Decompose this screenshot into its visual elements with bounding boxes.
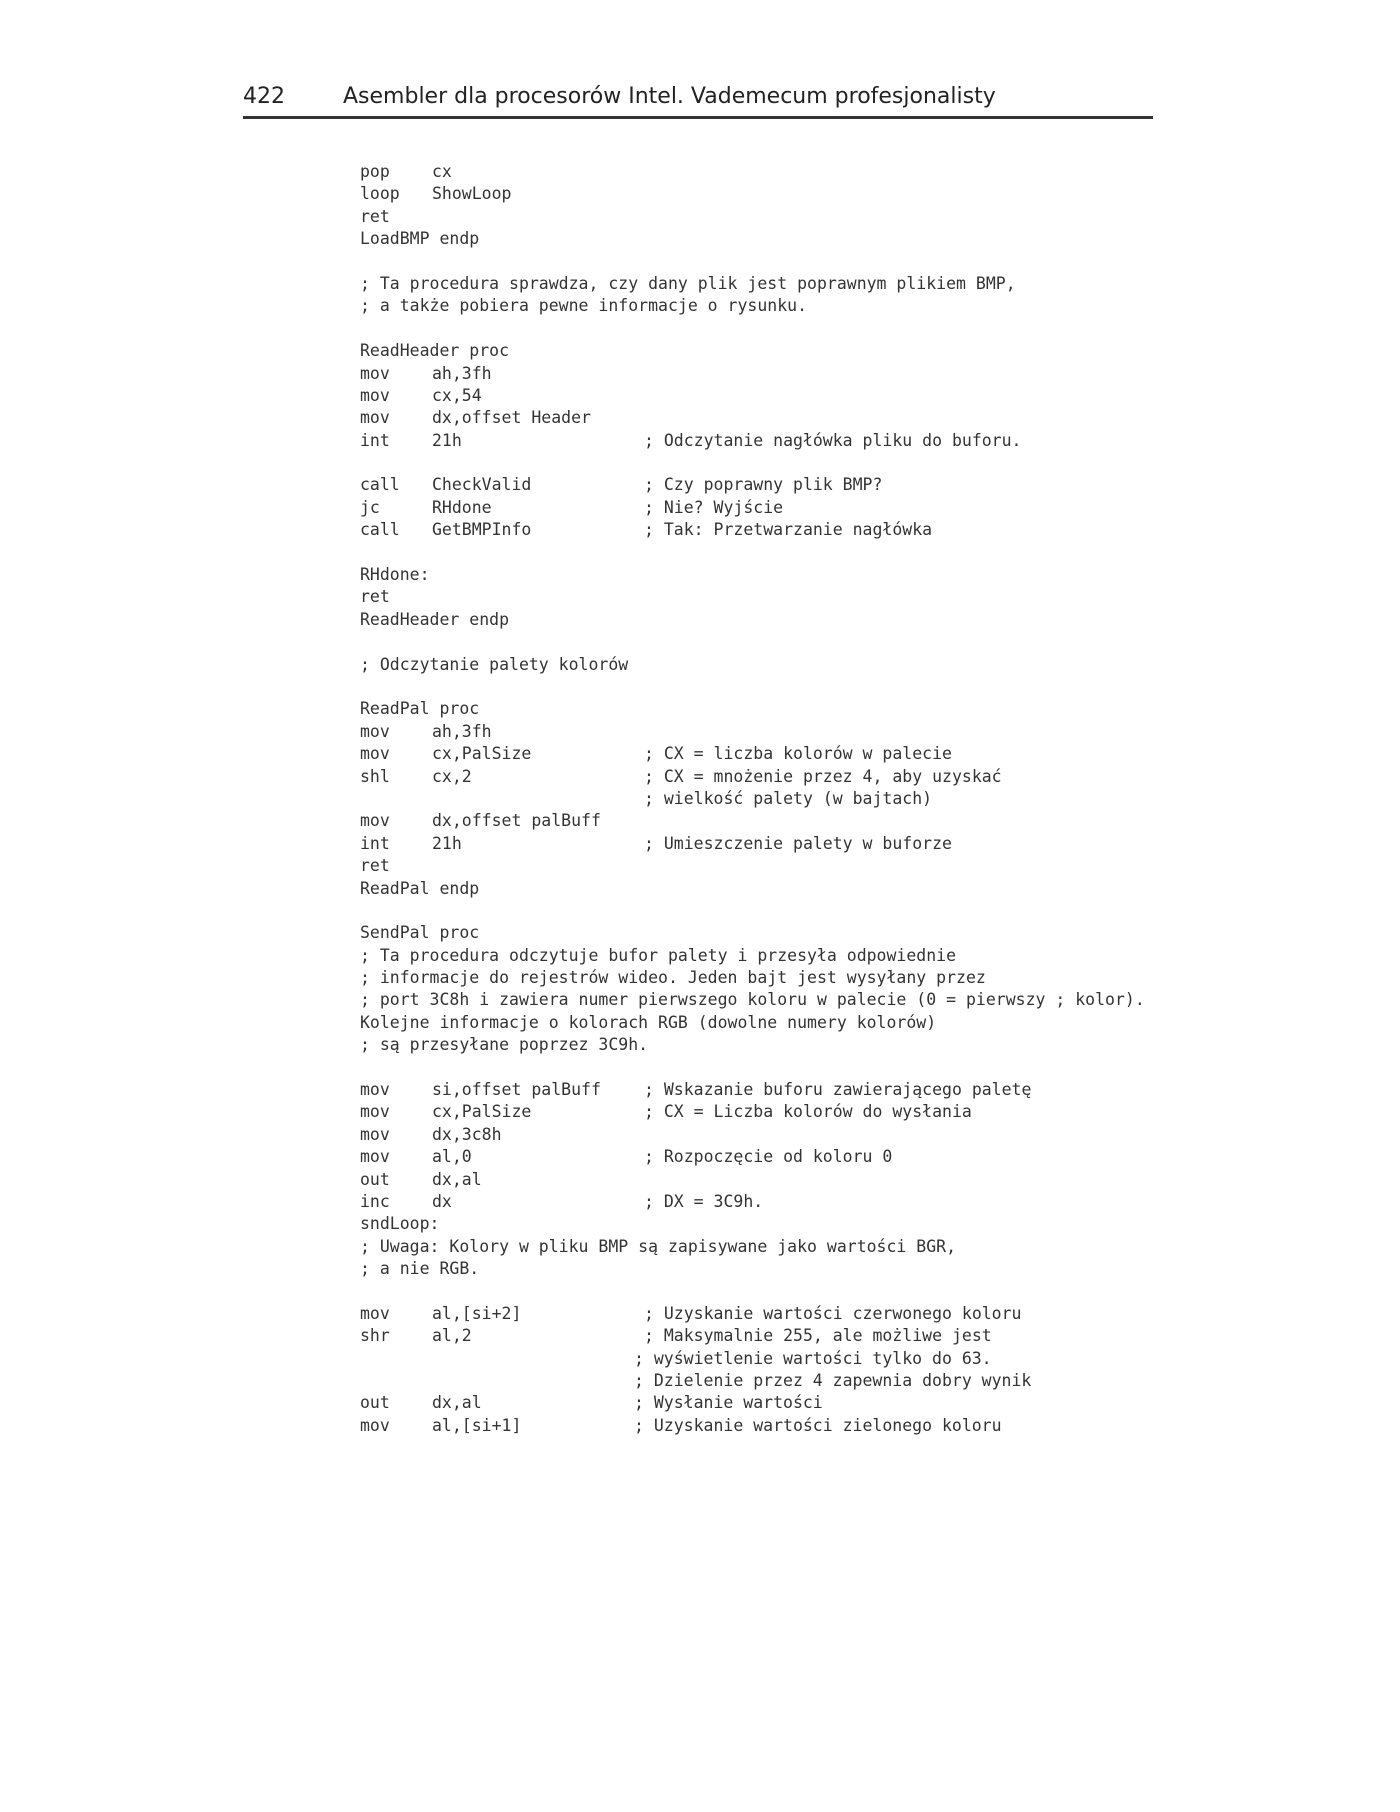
code-line (360, 609, 1260, 631)
code-text: ; są przesyłane poprzez 3C9h. (360, 1035, 649, 1055)
code-mnemonic: shl (360, 766, 390, 786)
code-mnemonic: int (360, 833, 390, 853)
code-line (360, 1034, 1260, 1056)
code-line (360, 922, 1260, 944)
code-line (360, 295, 1260, 317)
code-mnemonic: mov (360, 1415, 390, 1435)
code-mnemonic: mov (360, 721, 390, 741)
code-comment: ; Umieszczenie palety w buforze (644, 833, 952, 853)
code-operand: cx,54 (432, 385, 482, 405)
code-operand: dx,offset Header (432, 408, 591, 428)
code-line (360, 452, 1260, 474)
code-mnemonic: out (360, 1169, 390, 1189)
code-line (360, 251, 1260, 273)
code-operand: GetBMPInfo (432, 520, 532, 540)
code-line (360, 1325, 1260, 1347)
code-comment: ; Wysłanie wartości (634, 1393, 823, 1413)
code-operand: ah,3fh (432, 721, 492, 741)
code-text: Kolejne informacje o kolorach RGB (dowolne numery kolorów) (360, 1012, 937, 1032)
code-line (360, 1057, 1260, 1079)
code-mnemonic: inc (360, 1191, 390, 1211)
code-line (360, 721, 1260, 743)
code-line (360, 161, 1260, 183)
code-mnemonic: ret (360, 206, 390, 226)
code-operand: ShowLoop (432, 184, 512, 204)
code-comment: ; Dzielenie przez 4 zapewnia dobry wynik (634, 1371, 1032, 1391)
page-number: 422 (243, 84, 285, 109)
code-operand: 21h (432, 430, 462, 450)
code-operand: al,[si+2] (432, 1303, 522, 1323)
code-line (360, 654, 1260, 676)
code-line (360, 519, 1260, 541)
code-mnemonic: mov (360, 1124, 390, 1144)
code-line (360, 878, 1260, 900)
code-operand: ah,3fh (432, 363, 492, 383)
code-operand: dx (432, 1191, 452, 1211)
code-text: ret (360, 587, 390, 607)
code-mnemonic: call (360, 520, 400, 540)
code-mnemonic: shr (360, 1326, 390, 1346)
code-listing (360, 161, 1260, 1437)
running-title: Asembler dla procesorów Intel. Vademecum profesjonalisty (343, 84, 996, 109)
code-line (360, 900, 1260, 922)
code-line (360, 1191, 1260, 1213)
code-line (360, 1101, 1260, 1123)
code-text: ; informacje do rejestrów wideo. Jeden bajt jest wysyłany przez (360, 968, 986, 988)
code-text: ; Ta procedura odczytuje bufor palety i przesyła odpowiednie (360, 945, 957, 965)
code-comment: ; CX = mnożenie przez 4, aby uzyskać (644, 766, 1002, 786)
code-operand: si,offset palBuff (432, 1080, 601, 1100)
code-line (360, 743, 1260, 765)
code-comment: ; Uzyskanie wartości czerwonego koloru (644, 1303, 1022, 1323)
code-operand: RHdone (432, 497, 492, 517)
code-line (360, 833, 1260, 855)
code-mnemonic: mov (360, 744, 390, 764)
code-mnemonic: mov (360, 1147, 390, 1167)
code-comment: ; Maksymalnie 255, ale możliwe jest (644, 1326, 992, 1346)
code-comment: ; CX = liczba kolorów w palecie (644, 744, 952, 764)
code-line (360, 228, 1260, 250)
code-line (360, 273, 1260, 295)
code-text: ; a nie RGB. (360, 1259, 480, 1279)
code-line (360, 318, 1260, 340)
code-line (360, 564, 1260, 586)
code-line (360, 1415, 1260, 1437)
code-mnemonic: int (360, 430, 390, 450)
code-line (360, 1169, 1260, 1191)
code-text: ; port 3C8h i zawiera numer pierwszego koloru w palecie (0 = pierwszy ; kolor). (360, 990, 1145, 1010)
code-text: ; Odczytanie palety kolorów (360, 654, 629, 674)
code-operand: dx,al (432, 1169, 482, 1189)
code-operand: cx,PalSize (432, 1102, 532, 1122)
code-mnemonic: mov (360, 1303, 390, 1323)
code-comment: ; DX = 3C9h. (644, 1191, 764, 1211)
code-line (360, 810, 1260, 832)
code-text: ReadHeader endp (360, 609, 510, 629)
code-line (360, 183, 1260, 205)
code-mnemonic: mov (360, 363, 390, 383)
code-line (360, 1236, 1260, 1258)
code-operand: al,2 (432, 1326, 472, 1346)
code-line (360, 631, 1260, 653)
code-comment: ; Tak: Przetwarzanie nagłówka (644, 520, 933, 540)
code-line (360, 385, 1260, 407)
code-comment: ; wyświetlenie wartości tylko do 63. (634, 1348, 992, 1368)
code-line (360, 1124, 1260, 1146)
code-comment: ; Uzyskanie wartości zielonego koloru (634, 1415, 1002, 1435)
code-operand: cx (432, 162, 452, 181)
code-line (360, 1213, 1260, 1235)
code-comment: ; Nie? Wyjście (644, 497, 784, 517)
code-operand: cx,2 (432, 766, 472, 786)
code-line (360, 1348, 1260, 1370)
code-line (360, 967, 1260, 989)
page-header (243, 80, 1153, 116)
code-mnemonic: loop (360, 184, 400, 204)
code-mnemonic: mov (360, 408, 390, 428)
code-line (360, 1012, 1260, 1034)
code-line (360, 1258, 1260, 1280)
code-text: ret (360, 856, 390, 876)
code-comment: ; Czy poprawny plik BMP? (644, 475, 883, 495)
code-mnemonic: mov (360, 811, 390, 831)
code-operand: dx,al (432, 1393, 482, 1413)
code-mnemonic: mov (360, 1102, 390, 1122)
code-comment: ; Odczytanie nagłówka pliku do buforu. (644, 430, 1022, 450)
code-line (360, 430, 1260, 452)
code-line (360, 945, 1260, 967)
code-mnemonic: out (360, 1393, 390, 1413)
code-text: ReadPal proc (360, 699, 480, 719)
code-text: RHdone: (360, 565, 430, 585)
code-line (360, 1303, 1260, 1325)
code-comment: ; Rozpoczęcie od koloru 0 (644, 1147, 893, 1167)
code-text: ; a także pobiera pewne informacje o rysunku. (360, 296, 808, 316)
code-line (360, 363, 1260, 385)
code-operand: al,[si+1] (432, 1415, 522, 1435)
code-line (360, 497, 1260, 519)
code-line (360, 989, 1260, 1011)
code-line (360, 1392, 1260, 1414)
code-mnemonic: mov (360, 1080, 390, 1100)
code-operand: dx,offset palBuff (432, 811, 601, 831)
code-operand: cx,PalSize (432, 744, 532, 764)
code-line (360, 788, 1260, 810)
code-line (360, 206, 1260, 228)
code-line (360, 1079, 1260, 1101)
code-comment: ; wielkość palety (w bajtach) (644, 788, 933, 808)
code-text: ReadHeader proc (360, 341, 510, 361)
code-text: ReadPal endp (360, 878, 480, 898)
code-mnemonic: jc (360, 497, 380, 517)
code-text: sndLoop: (360, 1214, 440, 1234)
code-line (360, 407, 1260, 429)
code-operand: CheckValid (432, 475, 532, 495)
code-line (360, 855, 1260, 877)
code-line (360, 1146, 1260, 1168)
code-text: LoadBMP endp (360, 229, 480, 249)
code-text: SendPal proc (360, 923, 480, 943)
code-comment: ; CX = Liczba kolorów do wysłania (644, 1102, 972, 1122)
code-line (360, 474, 1260, 496)
code-line (360, 542, 1260, 564)
code-text: ; Uwaga: Kolory w pliku BMP są zapisywane jako wartości BGR, (360, 1236, 957, 1256)
code-line (360, 586, 1260, 608)
code-line (360, 698, 1260, 720)
code-line (360, 766, 1260, 788)
code-line (360, 340, 1260, 362)
code-comment: ; Wskazanie buforu zawierającego paletę (644, 1080, 1032, 1100)
code-mnemonic: pop (360, 162, 390, 181)
header-rule (243, 116, 1153, 119)
code-line (360, 676, 1260, 698)
code-line (360, 1281, 1260, 1303)
code-operand: al,0 (432, 1147, 472, 1167)
code-mnemonic: mov (360, 385, 390, 405)
code-mnemonic: call (360, 475, 400, 495)
code-line (360, 1370, 1260, 1392)
code-operand: 21h (432, 833, 462, 853)
code-text: ; Ta procedura sprawdza, czy dany plik jest poprawnym plikiem BMP, (360, 273, 1016, 293)
code-operand: dx,3c8h (432, 1124, 502, 1144)
